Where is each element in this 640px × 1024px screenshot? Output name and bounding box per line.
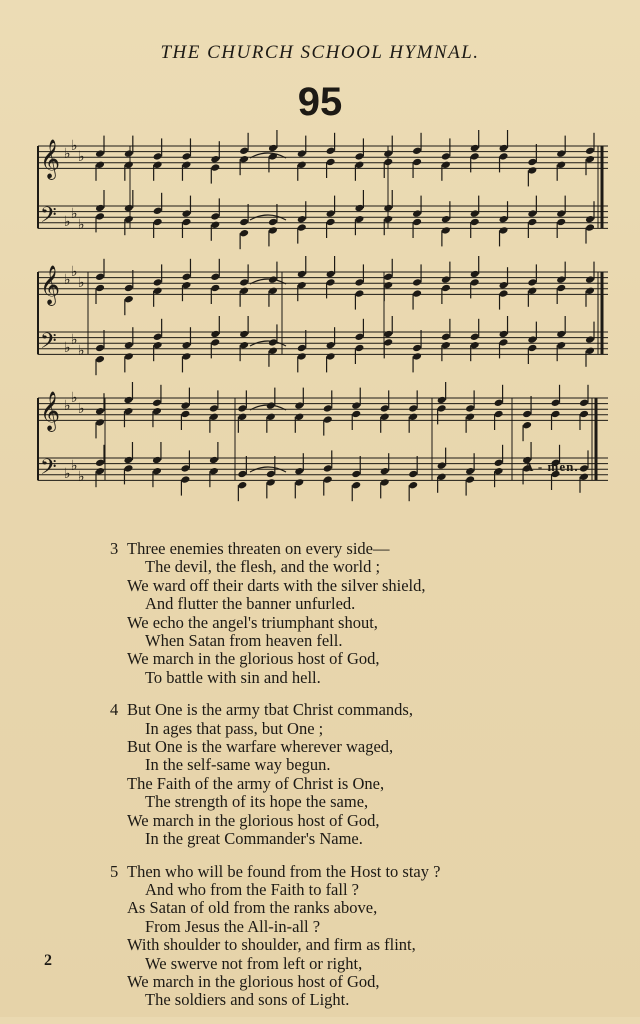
flat-sign: ♭ — [78, 217, 85, 233]
treble-clef: 𝄞 — [40, 139, 61, 179]
verse-text: Then who will be found from the Host to stay ? — [127, 861, 441, 881]
verse-line — [108, 595, 628, 613]
flat-sign: ♭ — [64, 466, 71, 482]
bass-clef: 𝄢 — [40, 203, 57, 233]
stanza-4 — [108, 701, 628, 848]
verse-text: We echo the angel's triumphant shout, — [127, 612, 378, 632]
verse-line — [108, 738, 628, 756]
stanza-number: 5 — [110, 861, 119, 881]
verse-line — [108, 669, 628, 687]
verse-text: In the self-same way begun. — [145, 755, 331, 775]
treble-clef: 𝄞 — [40, 391, 61, 431]
running-title: THE CHURCH SCHOOL HYMNAL. — [160, 42, 480, 63]
verse-text: The Faith of the army of Christ is One, — [127, 773, 385, 793]
verses — [108, 540, 628, 1024]
verse-text: The devil, the flesh, and the world ; — [145, 557, 381, 577]
verse-line — [108, 899, 628, 917]
flat-sign: ♭ — [71, 458, 78, 474]
verse-line — [108, 650, 628, 668]
flat-sign: ♭ — [71, 138, 78, 154]
verse-line — [108, 577, 628, 595]
verse-text: We march in the glorious host of God, — [127, 971, 380, 991]
verse-line — [108, 775, 628, 793]
flat-sign: ♭ — [64, 146, 71, 162]
verse-line — [108, 701, 628, 719]
verse-text: From Jesus the All-in-all ? — [145, 916, 321, 936]
flat-sign: ♭ — [64, 398, 71, 414]
flat-sign: ♭ — [64, 214, 71, 230]
verse-line — [108, 973, 628, 991]
verse-line — [108, 918, 628, 936]
verse-text: We march in the glorious host of God, — [127, 810, 380, 830]
bass-clef: 𝄢 — [40, 329, 57, 359]
page-number: 2 — [44, 952, 52, 969]
stanza-5 — [108, 863, 628, 1010]
verse-text: The soldiers and sons of Light. — [145, 990, 350, 1010]
verse-line — [108, 756, 628, 774]
verse-text: When Satan from heaven fell. — [145, 631, 343, 651]
treble-clef: 𝄞 — [40, 265, 61, 305]
flat-sign: ♭ — [64, 340, 71, 356]
verse-line — [108, 991, 628, 1009]
flat-sign: ♭ — [78, 275, 85, 291]
verse-text: To battle with sin and hell. — [145, 667, 321, 687]
verse-text: And flutter the banner unfurled. — [145, 594, 356, 614]
stanza-number: 3 — [110, 539, 119, 558]
flat-sign: ♭ — [71, 264, 78, 280]
verse-text: Three enemies threaten on every side— — [127, 539, 390, 558]
hymn-number: 95 — [297, 80, 343, 124]
amen-label: A - men. — [524, 459, 579, 474]
verse-line — [108, 614, 628, 632]
verse-text: With shoulder to shoulder, and firm as flint, — [127, 935, 416, 955]
verse-text: We swerve not from left or right, — [145, 953, 363, 973]
flat-sign: ♭ — [78, 343, 85, 359]
verse-line — [108, 863, 628, 881]
verse-line — [108, 558, 628, 576]
verse-text: And who from the Faith to fall ? — [145, 879, 360, 899]
verse-text: We ward off their darts with the silver shield, — [127, 575, 426, 595]
verse-line — [108, 830, 628, 848]
flat-sign: ♭ — [71, 206, 78, 222]
verse-text: But One is the warfare wherever waged, — [127, 737, 394, 757]
verse-line — [108, 812, 628, 830]
verse-text: In ages that pass, but One ; — [145, 718, 324, 738]
verse-line — [108, 632, 628, 650]
flat-sign: ♭ — [71, 390, 78, 406]
verse-text: In the great Commander's Name. — [145, 829, 363, 849]
verse-text: As Satan of old from the ranks above, — [127, 898, 378, 918]
stanza-3 — [108, 540, 628, 687]
bass-clef: 𝄢 — [40, 455, 57, 485]
verse-line — [108, 936, 628, 954]
verse-text: We march in the glorious host of God, — [127, 649, 380, 669]
stanza-number: 4 — [110, 700, 119, 720]
flat-sign: ♭ — [78, 149, 85, 165]
verse-line — [108, 540, 628, 558]
verse-text: The strength of its hope the same, — [145, 792, 369, 812]
flat-sign: ♭ — [78, 401, 85, 417]
flat-sign: ♭ — [78, 469, 85, 485]
verse-line — [108, 881, 628, 899]
verse-line — [108, 720, 628, 738]
verse-line — [108, 955, 628, 973]
verse-text: But One is the army tbat Christ commands, — [127, 700, 413, 720]
flat-sign: ♭ — [71, 332, 78, 348]
verse-line — [108, 793, 628, 811]
flat-sign: ♭ — [64, 272, 71, 288]
